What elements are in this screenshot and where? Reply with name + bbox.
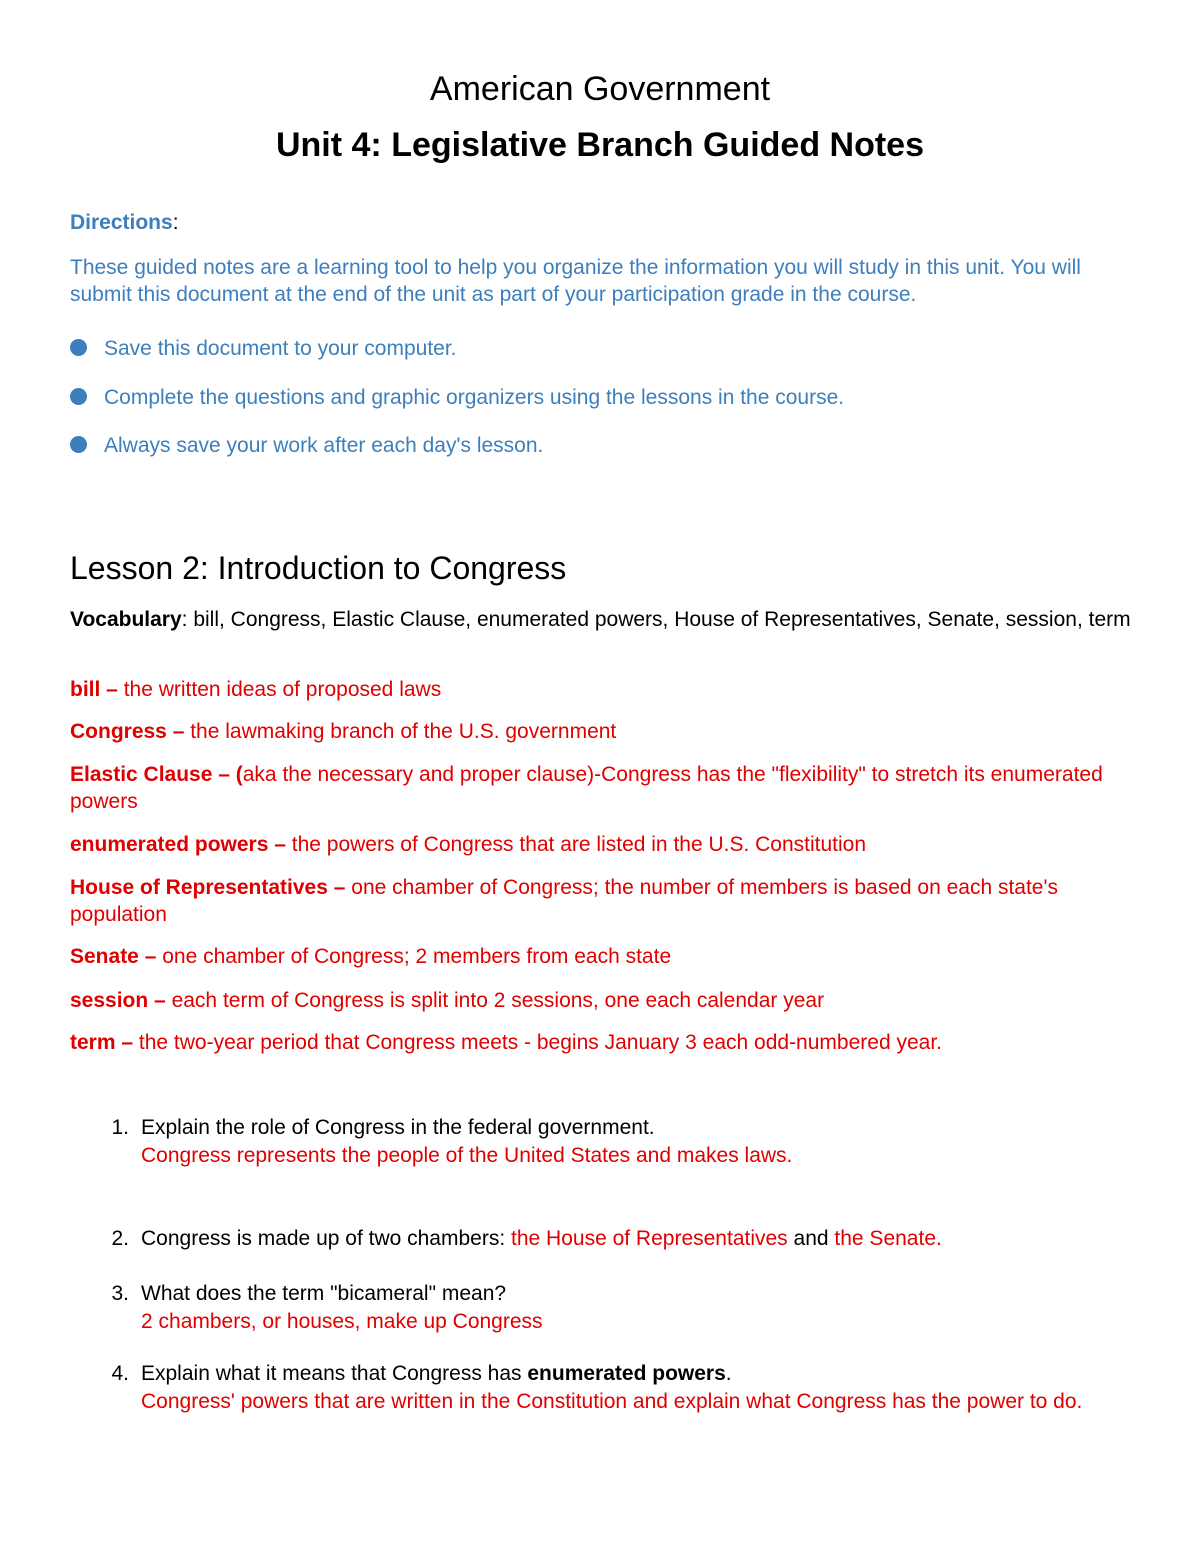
question-answer: 2 chambers, or houses, make up Congress: [141, 1310, 543, 1333]
bullet-dot-icon: [70, 339, 87, 356]
bullet-dot-icon: [70, 436, 87, 453]
term-definition: aka the necessary and proper clause)-Congress has the "flexibility" to stretch its enumerated powers: [70, 763, 1103, 813]
directions-heading: [70, 211, 179, 235]
directions-bullet: [70, 434, 543, 458]
question-text: Explain what it means that Congress has: [141, 1362, 528, 1385]
definition-session: [70, 987, 1140, 1014]
bullet-text: Save this document to your computer.: [104, 337, 457, 360]
question-3: [105, 1280, 1115, 1336]
question-answer: the House of Representatives: [511, 1227, 788, 1250]
lesson-title: Lesson 2: Introduction to Congress: [70, 550, 567, 586]
term-label: session –: [70, 989, 166, 1012]
question-text-end: .: [725, 1362, 732, 1385]
directions-colon: :: [172, 211, 179, 234]
question-2: [105, 1225, 1115, 1253]
term-definition: each term of Congress is split into 2 sessions, one each calendar year: [165, 989, 825, 1012]
question-emphasis: enumerated powers: [527, 1362, 726, 1385]
definition-congress: [70, 718, 1140, 745]
question-4: [105, 1360, 1115, 1416]
term-label: bill –: [70, 678, 118, 701]
question-answer: Congress' powers that are written in the Constitution and explain what Congress has the power to do.: [141, 1390, 1083, 1413]
directions-bullet: [70, 386, 844, 410]
term-label: Elastic Clause – (: [70, 763, 243, 786]
term-definition: the two-year period that Congress meets - begins January 3 each odd-numbered year.: [133, 1031, 942, 1054]
term-definition: one chamber of Congress; the number of members is based on each state's population: [70, 876, 1058, 926]
term-label: enumerated powers –: [70, 833, 286, 856]
document-subtitle: Unit 4: Legislative Branch Guided Notes: [275, 126, 924, 164]
document-title: American Government: [429, 70, 771, 108]
term-definition: the lawmaking branch of the U.S. government: [184, 720, 617, 743]
definition-senate: [70, 943, 1140, 970]
definition-term: [70, 1029, 1140, 1056]
term-definition: one chamber of Congress; 2 members from each state: [156, 945, 672, 968]
question-answer: Congress represents the people of the United States and makes laws.: [141, 1144, 793, 1167]
question-text: What does the term "bicameral" mean?: [141, 1282, 507, 1305]
definition-house: [70, 874, 1140, 928]
question-answer: the Senate: [834, 1227, 936, 1250]
question-text: Congress is made up of two chambers:: [141, 1227, 512, 1250]
term-label: House of Representatives –: [70, 876, 346, 899]
term-label: Senate –: [70, 945, 157, 968]
term-definition: the written ideas of proposed laws: [117, 678, 442, 701]
question-number: 1.: [111, 1116, 129, 1139]
term-label: Congress –: [70, 720, 185, 743]
directions-text: These guided notes are a learning tool to help you organize the information you will study in this unit. You will submit this document at the end of the unit as part of your participation grade in the course.: [70, 256, 1081, 306]
definition-bill: [70, 676, 1140, 703]
question-text: Explain the role of Congress in the federal government.: [141, 1116, 655, 1139]
question-answer-end: .: [936, 1227, 942, 1250]
question-number: 3.: [111, 1282, 129, 1305]
directions-label: Directions: [70, 211, 173, 234]
question-text-connector: and: [787, 1227, 835, 1250]
question-number: 2.: [111, 1227, 129, 1250]
vocabulary-label: Vocabulary: [70, 608, 182, 631]
bullet-dot-icon: [70, 388, 87, 405]
bullet-text: Always save your work after each day's lesson.: [104, 434, 544, 457]
definition-elastic-clause: [70, 761, 1140, 815]
question-1: [105, 1114, 1115, 1170]
definition-enumerated-powers: [70, 831, 1140, 858]
term-label: term –: [70, 1031, 134, 1054]
vocabulary-terms: : bill, Congress, Elastic Clause, enumerated powers, House of Representatives, Senate, session, term: [181, 608, 1131, 631]
directions-bullet: [70, 337, 457, 361]
question-number: 4.: [111, 1362, 129, 1385]
term-definition: the powers of Congress that are listed in the U.S. Constitution: [285, 833, 867, 856]
bullet-text: Complete the questions and graphic organizers using the lessons in the course.: [104, 386, 845, 409]
vocabulary-list: [70, 606, 1140, 633]
